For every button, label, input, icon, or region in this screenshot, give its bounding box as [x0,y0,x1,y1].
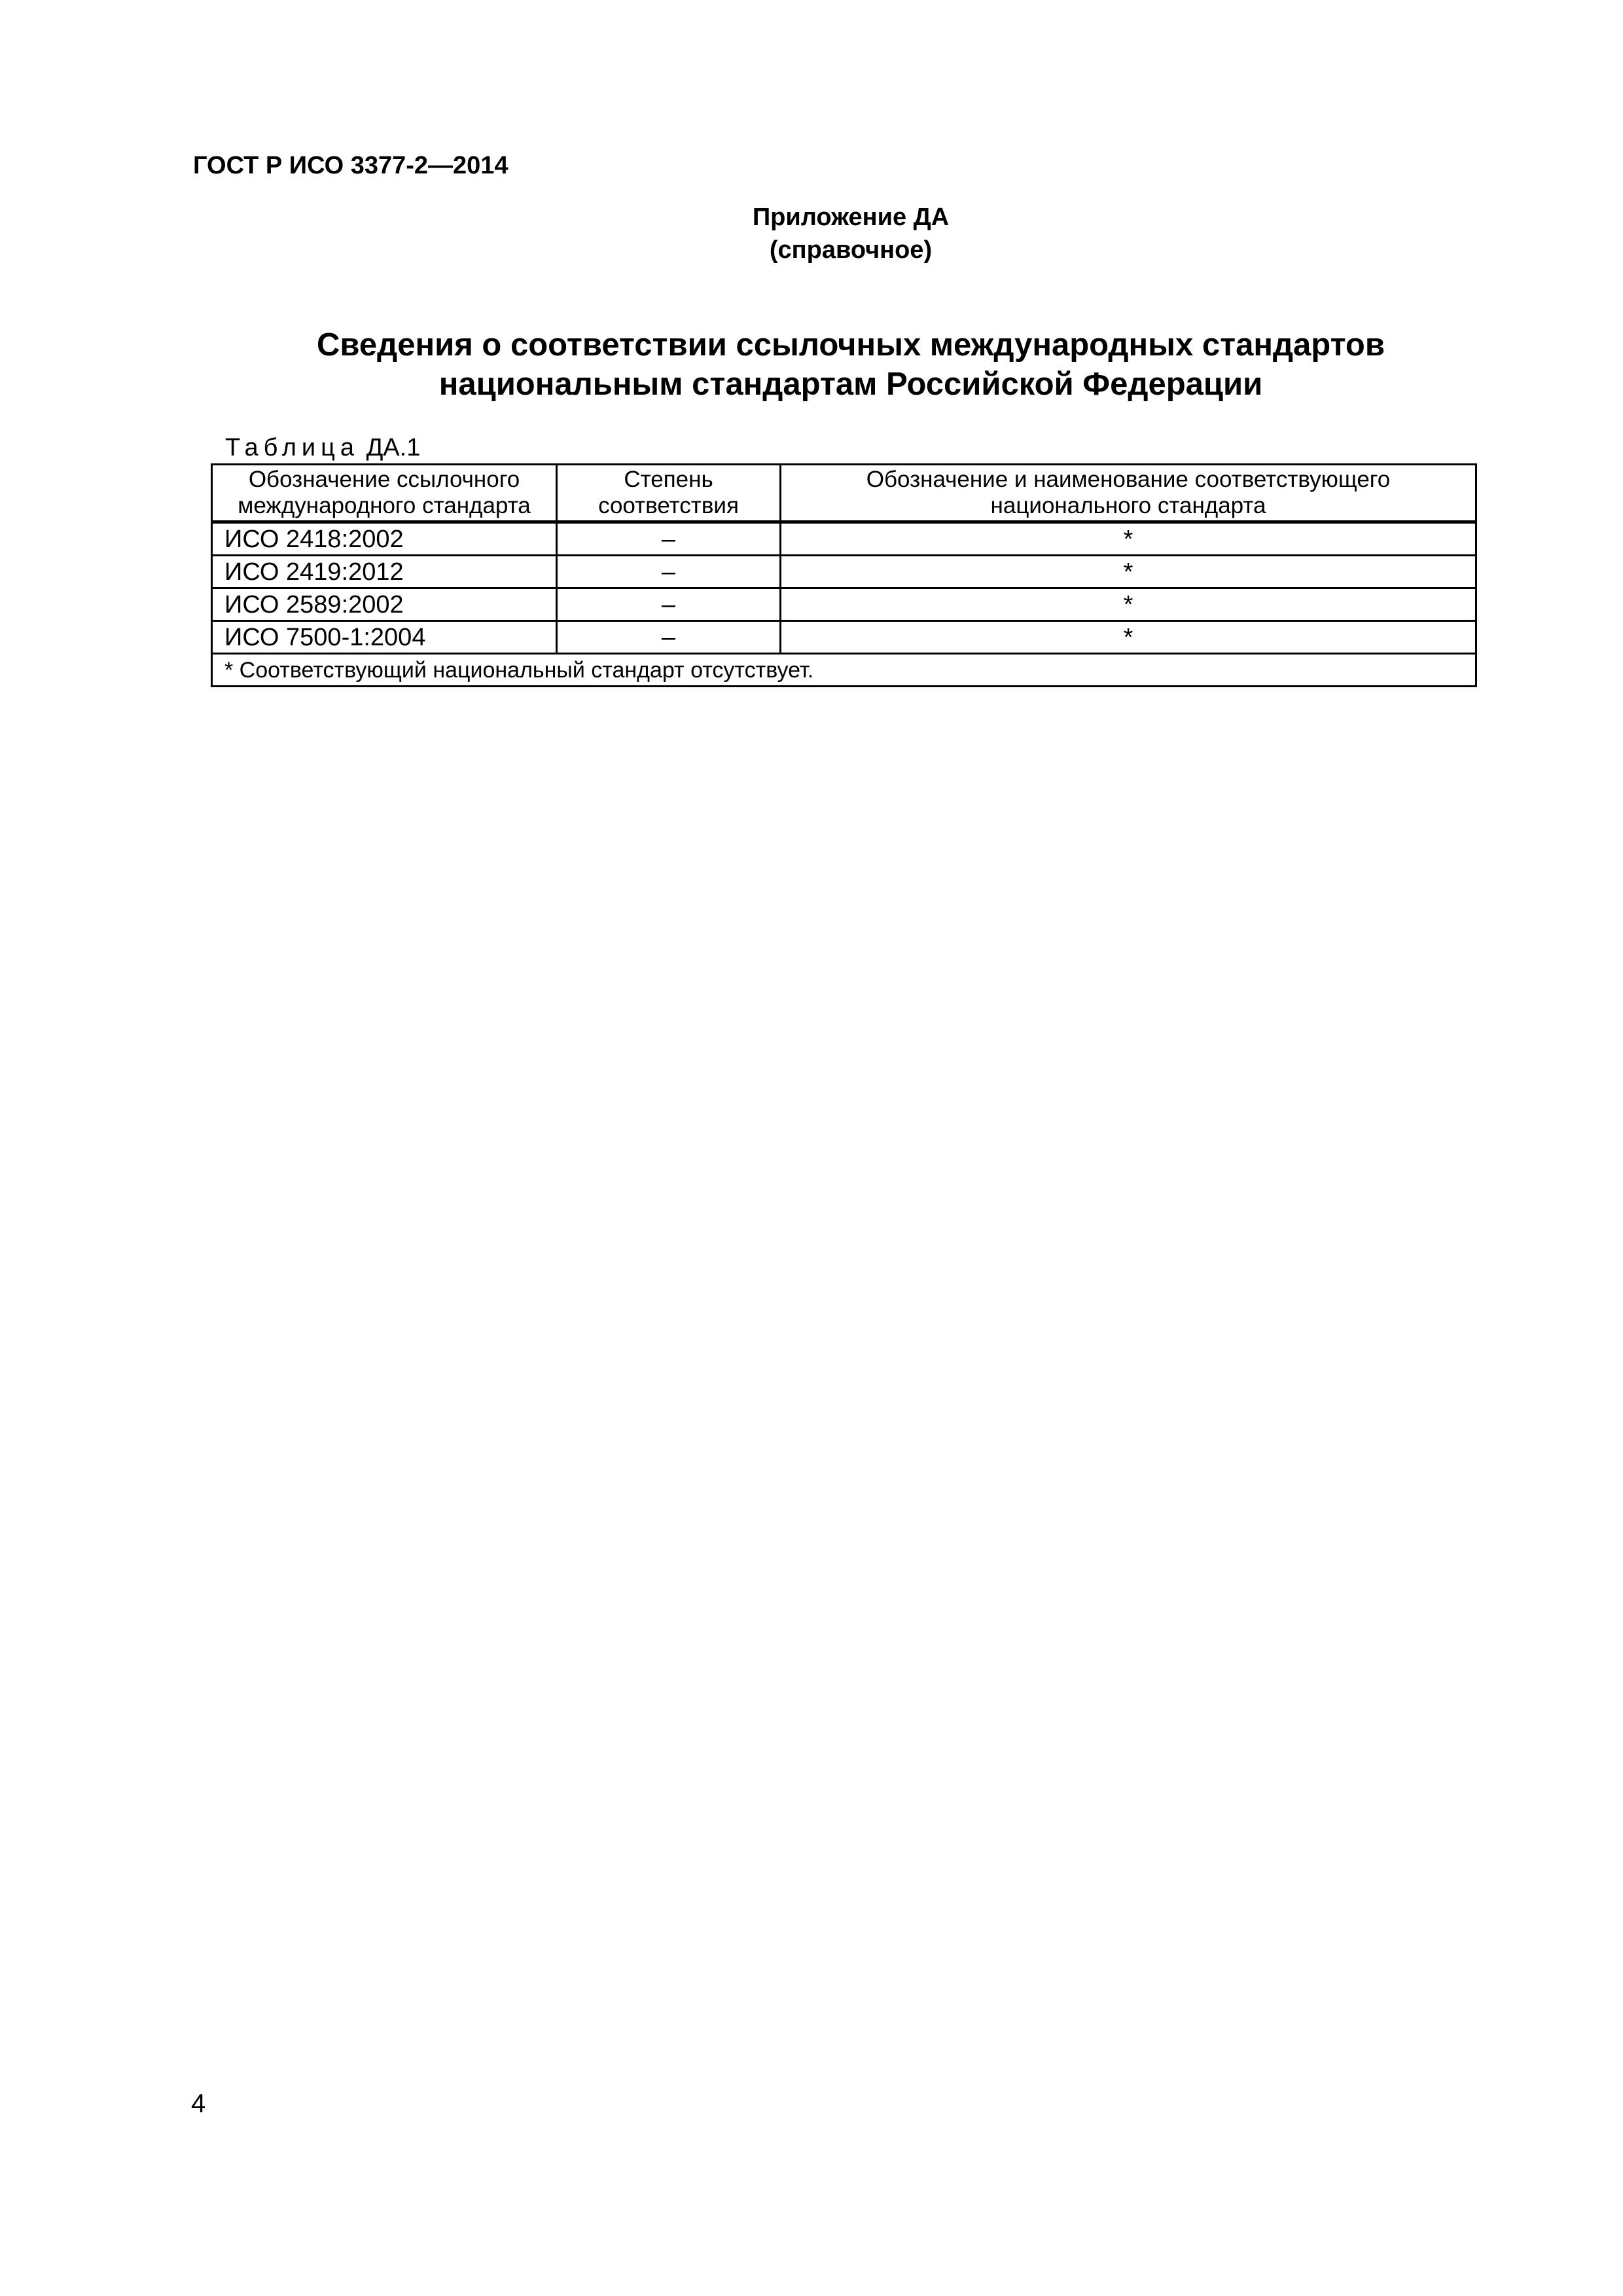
column-header-degree-of-conformity: Степень соответствия [557,465,781,522]
cell-standard: ИСО 2419:2012 [212,556,557,588]
cell-national: * [781,522,1476,556]
table-row [212,588,1476,621]
column-header-international-standard: Обозначение ссылочного международного стандарта [212,465,557,522]
cell-degree: – [557,522,781,556]
table-row [212,621,1476,654]
table-row [212,556,1476,588]
page-number: 4 [191,2089,206,2118]
cell-degree: – [557,621,781,654]
table-header-row [212,465,1476,522]
main-title-line-2: национальным стандартам Российской Федерации [438,367,1263,402]
cell-national: * [781,621,1476,654]
table-caption [225,433,420,462]
document-code: ГОСТ Р ИСО 3377-2—2014 [193,152,508,179]
table-footnote-row [212,654,1476,687]
appendix-title: Приложение ДА [752,204,950,231]
cell-national: * [781,588,1476,621]
table-caption-word: Таблица [225,434,359,461]
cell-standard: ИСО 7500-1:2004 [212,621,557,654]
cell-degree: – [557,556,781,588]
appendix-status: (справочное) [769,236,933,264]
cell-standard: ИСО 2589:2002 [212,588,557,621]
column-header-national-standard: Обозначение и наименование соответствующего национального стандарта [781,465,1476,522]
table-caption-number: ДА.1 [366,434,421,461]
table-row [212,522,1476,556]
main-title-line-1: Сведения о соответствии ссылочных международных стандартов [317,327,1385,363]
cell-national: * [781,556,1476,588]
cell-degree: – [557,588,781,621]
cell-standard: ИСО 2418:2002 [212,522,557,556]
table-footnote: * Соответствующий национальный стандарт отсутствует. [212,654,1476,687]
reference-standards-table [211,463,1477,687]
